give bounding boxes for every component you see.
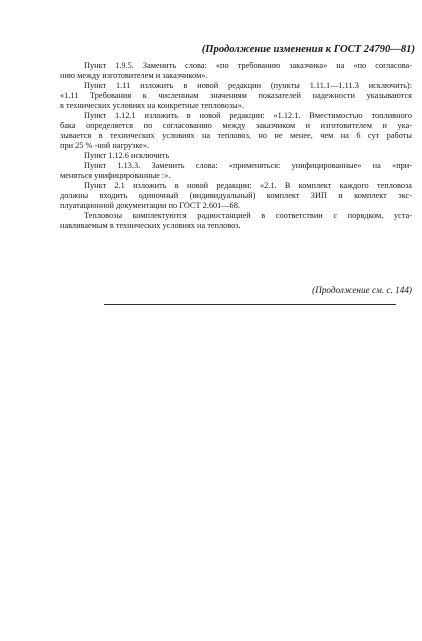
- text-line: Пункт 2.1 изложить в новой редакции: «2.1. В комплект каждого тепловоза: [84, 181, 412, 190]
- text-line: Пункт 1.9.5. Заменить слова: «по требованию заказчика» на «по согласова-: [84, 61, 412, 70]
- text-line: меняться унифицированные :».: [60, 171, 171, 180]
- amendment-text: [60, 61, 412, 231]
- text-line: Тепловозы комплектуются радиостанцией в соответствии с порядком, уста-: [84, 211, 412, 220]
- text-line: плуатационной документации по ГОСТ 2.601—68.: [60, 201, 240, 210]
- text-line: нию между изготовителем и заказчиком».: [60, 71, 208, 80]
- text-line: зывается в технических условиях на тепловоз, но не менее, чем на 6 сут работы: [60, 131, 412, 140]
- text-line: навливаемым в технических условиях на тепловоз.: [60, 221, 241, 230]
- continuation-header: (Продолжение изменения к ГОСТ 24790—81): [201, 44, 415, 55]
- text-line: Пункт 1.13.3. Заменить слова: «применяться: унифицированные» на «при-: [84, 161, 412, 170]
- text-line: Пункт 1.12.6 исключить: [84, 151, 170, 160]
- continuation-footer-note: (Продолжение см. с. 144): [312, 285, 412, 295]
- text-line: бака определяется по согласованию между заказчиком и изготовителем и ука-: [60, 121, 412, 130]
- text-line: «1.11 Требования к численным значениям показателей надежности указываются: [60, 91, 412, 100]
- text-line: должны входить одиночный (индивидуальный) комплект ЗИП и комплект экс-: [60, 191, 412, 200]
- text-line: при 25 % -ной нагрузке».: [60, 141, 150, 150]
- text-line: Пункт 1.12.1 изложить в новой редакции: «1.12.1. Вместимостью топливного: [84, 111, 412, 120]
- text-line: Пункт 1.11 изложить в новой редакции (пункты 1.11.1—1.11.3 исключить):: [84, 81, 412, 90]
- horizontal-rule: [104, 304, 396, 305]
- text-line: в технических условиях на конкретные тепловозы».: [60, 101, 244, 110]
